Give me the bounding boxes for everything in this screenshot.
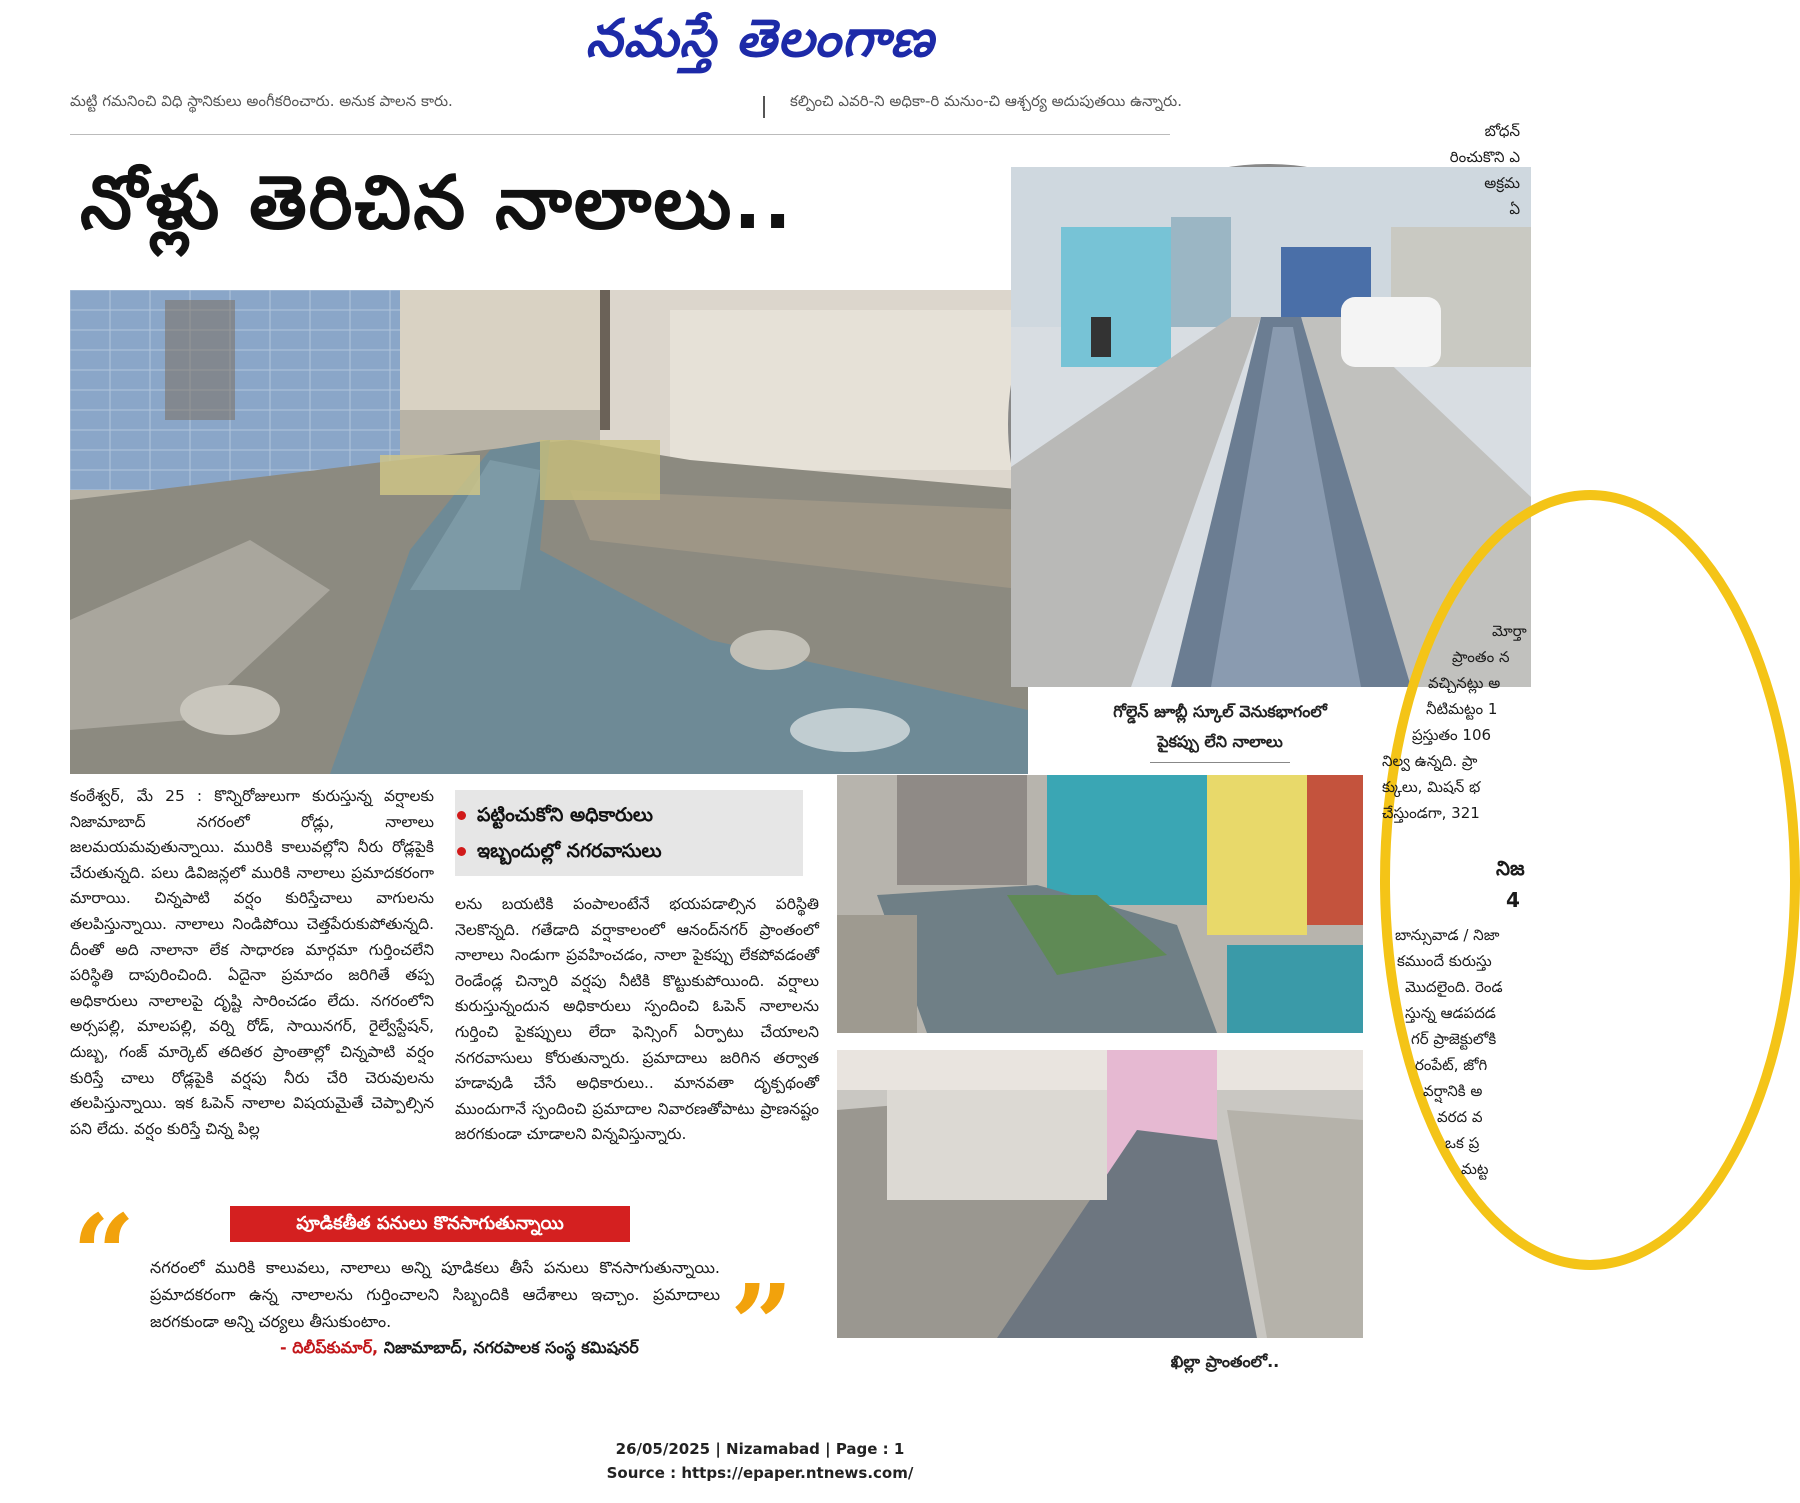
quote-attribution: [280, 1338, 639, 1361]
quote-subheading: పూడికతీత పనులు కొనసాగుతున్నాయి: [230, 1206, 630, 1242]
attribution-role: నిజామాబాద్, నగరపాలక సంస్థ కమిషనర్: [383, 1338, 639, 1357]
photo-drain-houses: [837, 775, 1363, 1033]
highlight-item: ఇబ్బందుల్లో నగరవాసులు: [455, 833, 803, 869]
highlights-box: [455, 790, 803, 876]
caption-rule: [1150, 762, 1290, 763]
adjacent-story-top: [1420, 118, 1520, 222]
side-line: ఏ: [1509, 200, 1520, 218]
side-line: స్తున్న ఆడపదడ: [1405, 1004, 1496, 1022]
circle-photo-caption-line2: పైకప్పు లేని నాలాలు: [1157, 732, 1283, 751]
side-line: మొదలైంది. రెండ: [1405, 978, 1503, 996]
side-heading-line: 4: [1506, 888, 1520, 912]
side-line: వచ్చినట్లు అ: [1428, 674, 1501, 692]
side-line: నిల్వ ఉన్నది. ప్రా: [1382, 752, 1478, 770]
headline: నోళ్లు తెరిచిన నాలాలు..: [80, 160, 794, 246]
side-line: వర్షానికి అ: [1423, 1082, 1483, 1100]
side-line: నీటిమట్టం 1: [1426, 700, 1498, 718]
side-line: వరద వ: [1437, 1108, 1483, 1126]
side-line: చేస్తుండగా, 321: [1382, 804, 1480, 822]
article-column-1: కంఠేశ్వర్, మే 25 : కొన్నిరోజులుగా కురుస్తున్న వర్షాలకు నిజామాబాద్ నగరంలో రోడ్లు, నాలాలు జలమయమవుతున్నాయి. మురికి కాలువల్లోని నీరు రోడ్లపైకి చేరుతున్నది. పలు డివిజన్లలో మురికి నాలాలు ప్రమాదకరంగా మారాయి. చిన్నపాటి వర్షం కురిస్తేచాలు వాగులను తలపిస్తున్నాయి. నాలాలు నిండిపోయి చెత్తపేరుకుపోతున్నది. దీంతో అది నాలానా లేక సాధారణ మార్గమా గుర్తించలేని పరిస్థితి దాపురించింది. ఏదైనా ప్రమాదం జరిగితే తప్ప అధికారులు నాలాలపై దృష్టి సారించడం లేదు. నగరంలోని అర్సపల్లి, మాలపల్లి, వర్ని రోడ్, సాయినగర్, రైల్వేస్టేషన్, దుబ్బ, గంజ్ మార్కెట్ తదితర ప్రాంతాల్లో చిన్నపాటి వర్షం కురిస్తే చాలు రోడ్లపైకి వర్షపు నీరు చేరి చెరువులను తలపిస్తున్నాయి. ఇక ఓపెన్ నాలాల విషయమైతే చెప్పాల్సిన పని లేదు. వర్షం కురిస్తే చిన్న పిల్ల: [70, 787, 434, 1138]
side-line: ప్రాంతం న: [1452, 648, 1510, 666]
photo-khilla-drain: [837, 1050, 1363, 1338]
bottom-photo-caption: ఖిల్లా ప్రాంతంలో..: [1170, 1352, 1280, 1371]
side-line: రించుకొని ఎ: [1449, 148, 1520, 166]
highlight-item: పట్టించుకోని అధికారులు: [455, 797, 803, 833]
open-quote-mark: “: [72, 1190, 136, 1319]
side-line: బాన్సువాడ / నిజా: [1395, 926, 1500, 944]
footer-date-edition: 26/05/2025 | Nizamabad | Page : 1: [615, 1440, 905, 1458]
close-quote-mark: ”: [730, 1260, 794, 1389]
main-photo-drain: [70, 290, 1028, 774]
commissioner-quote: నగరంలో మురికి కాలువలు, నాలాలు అన్ని పూడికలు తీసే పనులు కొనసాగుతున్నాయి. ప్రమాదకరంగా ఉన్న నాలాలను గుర్తించాలని సిబ్బందికి ఆదేశాలు ఇచ్చాం. ప్రమాదాలు జరగకుండా అన్ని చర్యలు తీసుకుంటాం.: [150, 1258, 720, 1331]
column-divider: [763, 96, 765, 118]
side-line: బోధన్: [1484, 122, 1520, 140]
side-line: ప్రస్తుతం 106: [1412, 726, 1492, 744]
attribution-name: - దిలీప్‌కుమార్,: [280, 1338, 379, 1357]
side-heading-line: నిజ: [1496, 856, 1525, 880]
footer-source[interactable]: Source : https://epaper.ntnews.com/: [606, 1464, 914, 1482]
side-line: అక్రమ: [1484, 174, 1520, 192]
circle-photo-caption-line1: గోల్డెన్ జూబ్లీ స్కూల్ వెనుకభాగంలో: [1113, 702, 1327, 721]
cutoff-text-right: కల్పించి ఎవరి-ని అధికా-రి మనుం-చి ఆశ్చర్య అదుపుతయి ఉన్నారు.: [790, 92, 1182, 110]
article-column-2: లను బయటికి పంపాలంటేనే భయపడాల్సిన పరిస్థితి నెలకొన్నది. గతేడాది వర్షాకాలంలో ఆనంద్‌నగర్ ప్రాంతంలో నాలాలు నిండుగా ప్రవహించడం, నాలా పైకప్పు లేకపోవడంతో రెండేండ్ల చిన్నారి వర్షపు నీటికి కొట్టుకుపోయింది. వర్షాలు కురుస్తున్నందున అధికారులు స్పందించి ఓపెన్ నాలాలను గుర్తించి పైకప్పులు లేదా ఫెన్సింగ్ ఏర్పాటు చేయాలని నగరవాసులు కోరుతున్నారు. ప్రమాదాలు జరిగిన తర్వాత హడావుడి చేసే అధికారులు.. మానవతా దృక్పథంతో ముందుగానే స్పందించి ప్రమాదాల నివారణతోపాటు ప్రాణనష్టం జరగకుండా చూడాలని విన్నవిస్తున్నారు.: [455, 895, 819, 1144]
adjacent-story-mid: [1382, 618, 1527, 826]
adjacent-story-heading: [1496, 852, 1525, 916]
cutoff-text-left: మట్టి గమనించి విధి స్థానికులు అంగీకరించారు. అనుక పాలన కారు.: [70, 92, 453, 110]
side-line: కముందే కురుస్తు: [1397, 952, 1492, 970]
adjacent-story-bottom: [1395, 922, 1520, 1182]
top-rule: [70, 134, 1170, 135]
side-line: రంపేట్, జోగి: [1415, 1056, 1488, 1074]
side-line: క్కులు, మిషన్ భ: [1382, 778, 1481, 796]
side-line: మట్ట: [1461, 1160, 1489, 1178]
masthead-logo: నమస్తే తెలంగాణ: [585, 8, 935, 69]
side-line: ఒక ప్ర: [1445, 1134, 1480, 1152]
side-line: మోర్తా: [1492, 622, 1527, 640]
side-line: గర్ ప్రాజెక్టులోకి: [1411, 1030, 1497, 1048]
